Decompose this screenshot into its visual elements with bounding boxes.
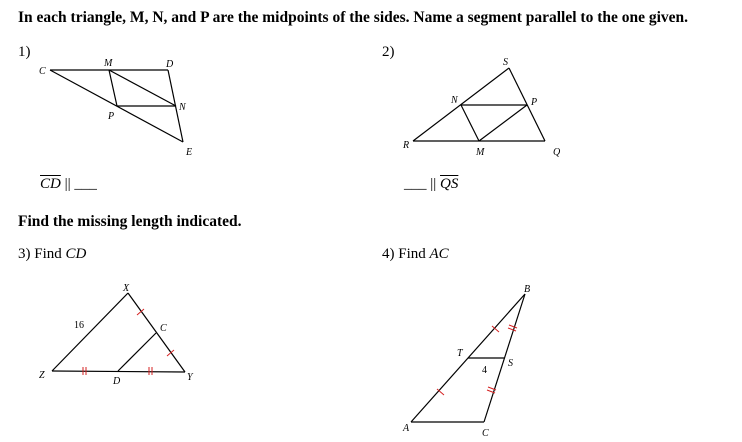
tick-marks-3	[83, 309, 174, 375]
problem-3-number: 3)	[18, 246, 31, 262]
segment-zx	[52, 293, 128, 371]
parallel-symbol: ||	[64, 176, 71, 192]
label-x: X	[123, 283, 130, 294]
tick-marks-4	[437, 325, 517, 395]
problem-3-target: CD	[65, 246, 87, 262]
label-s: S	[508, 358, 513, 369]
label-a: A	[403, 423, 410, 434]
label-d: D	[113, 376, 121, 387]
problem-3-prompt-text: Find	[34, 246, 62, 262]
problem-4-target: AC	[429, 246, 449, 262]
label-s: S	[503, 57, 508, 68]
label-p: P	[531, 97, 538, 108]
label-e: E	[186, 147, 193, 158]
label-d: D	[166, 59, 174, 70]
segment-dc	[118, 333, 156, 371]
segment-mn	[109, 70, 176, 106]
given-segment-cd: $\overline{CD}$	[40, 176, 61, 192]
label-m: M	[476, 147, 485, 158]
triangle-2	[413, 68, 545, 141]
side-zx-value: 16	[74, 320, 84, 331]
problem-2-number: 2)	[382, 44, 395, 60]
label-z: Z	[39, 370, 45, 381]
answer-blank[interactable]: ___	[74, 176, 97, 192]
segment-xy	[128, 293, 185, 372]
label-y: Y	[187, 372, 193, 383]
segment-ts-value: 4	[482, 365, 487, 376]
problem-1-number: 1)	[18, 44, 31, 60]
label-c: C	[160, 323, 167, 334]
label-b: B	[524, 284, 531, 295]
instructions-heading: In each triangle, M, N, and P are the midpoints of the sides. Name a segment parallel to the one given.	[18, 9, 689, 26]
label-c: C	[482, 428, 489, 439]
segment-mp	[109, 70, 117, 106]
label-n: N	[451, 95, 458, 106]
section-2-heading: Find the missing length indicated.	[18, 213, 242, 230]
label-t: T	[457, 348, 463, 359]
label-p: P	[108, 111, 115, 122]
label-c: C	[39, 66, 46, 77]
label-r: R	[403, 140, 410, 151]
problem-4-prompt-text: Find	[398, 246, 426, 262]
problem-4-number: 4)	[382, 246, 395, 262]
segment-nm	[461, 105, 479, 141]
given-segment-qs: $\overline{QS}$	[440, 176, 459, 192]
triangle-1	[50, 70, 183, 142]
parallel-symbol: ||	[430, 176, 437, 192]
segment-mp	[479, 105, 527, 141]
answer-blank[interactable]: ___	[404, 176, 427, 192]
label-m: M	[104, 58, 113, 69]
label-n: N	[179, 102, 186, 113]
label-q: Q	[553, 147, 561, 158]
